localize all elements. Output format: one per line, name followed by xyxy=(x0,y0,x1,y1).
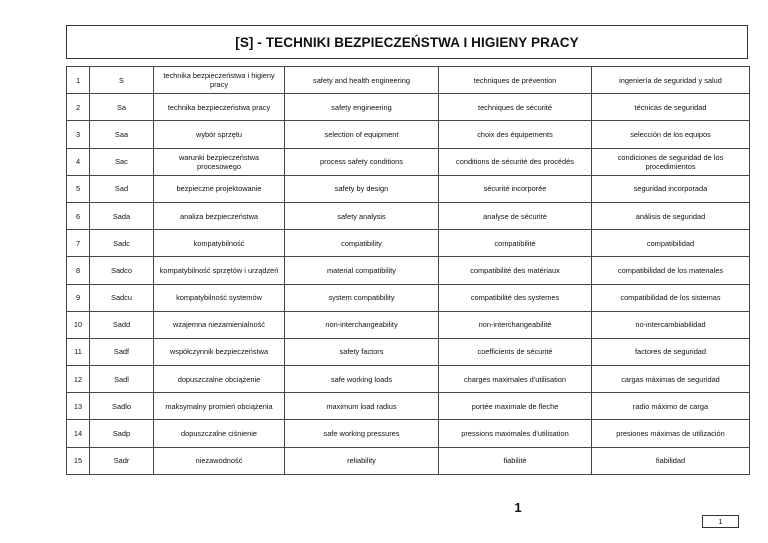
table-row xyxy=(67,257,750,284)
code-cell: Sadlo xyxy=(90,393,154,420)
french-term-cell: fiabilité xyxy=(439,447,592,474)
row-number-cell: 11 xyxy=(67,338,90,365)
french-term-cell: sécurité incorporée xyxy=(439,175,592,202)
row-number-cell: 6 xyxy=(67,202,90,229)
english-term-cell: reliability xyxy=(285,447,439,474)
spanish-term-cell: radio máximo de carga xyxy=(592,393,750,420)
spanish-term-cell: técnicas de seguridad xyxy=(592,94,750,121)
polish-term-cell: współczynnik bezpieczeństwa xyxy=(154,338,285,365)
row-number-cell: 15 xyxy=(67,447,90,474)
code-cell: Saa xyxy=(90,121,154,148)
english-term-cell: selection of equipment xyxy=(285,121,439,148)
code-cell: Sadp xyxy=(90,420,154,447)
page-number-box: 1 xyxy=(702,515,739,528)
english-term-cell: process safety conditions xyxy=(285,148,439,175)
spanish-term-cell: compatibilidad de los materiales xyxy=(592,257,750,284)
english-term-cell: safe working loads xyxy=(285,366,439,393)
table-row xyxy=(67,393,750,420)
english-term-cell: safety by design xyxy=(285,175,439,202)
french-term-cell: compatibilité des systemes xyxy=(439,284,592,311)
spanish-term-cell: presiones máximas de utilización xyxy=(592,420,750,447)
spanish-term-cell: selección de los equipos xyxy=(592,121,750,148)
polish-term-cell: wybór sprzętu xyxy=(154,121,285,148)
row-number-cell: 9 xyxy=(67,284,90,311)
polish-term-cell: dopuszczalne obciążenie xyxy=(154,366,285,393)
row-number-cell: 4 xyxy=(67,148,90,175)
row-number-cell: 2 xyxy=(67,94,90,121)
row-number-cell: 13 xyxy=(67,393,90,420)
code-cell: S xyxy=(90,67,154,94)
page-number: 1 xyxy=(514,500,522,515)
french-term-cell: charges maximales d'utilisation xyxy=(439,366,592,393)
table-row xyxy=(67,121,750,148)
polish-term-cell: kompatybilność sprzętów i urządzeń xyxy=(154,257,285,284)
spanish-term-cell: cargas máximas de seguridad xyxy=(592,366,750,393)
table-row xyxy=(67,67,750,94)
english-term-cell: safety analysis xyxy=(285,202,439,229)
code-cell: Sa xyxy=(90,94,154,121)
document-title: [S] - TECHNIKI BEZPIECZEŃSTWA I HIGIENY PRACY xyxy=(66,25,748,59)
table-row xyxy=(67,202,750,229)
english-term-cell: safe working pressures xyxy=(285,420,439,447)
table-row xyxy=(67,338,750,365)
french-term-cell: pressions maximales d'utilisation xyxy=(439,420,592,447)
table-row xyxy=(67,230,750,257)
polish-term-cell: kompatybilność xyxy=(154,230,285,257)
terminology-table-body xyxy=(67,67,750,475)
english-term-cell: non-interchangeability xyxy=(285,311,439,338)
polish-term-cell: technika bezpieczeństwa i higieny pracy xyxy=(154,67,285,94)
terminology-table xyxy=(66,66,750,475)
french-term-cell: coefficients de sécurité xyxy=(439,338,592,365)
row-number-cell: 7 xyxy=(67,230,90,257)
table-row xyxy=(67,94,750,121)
spanish-term-cell: ingeniería de seguridad y salud xyxy=(592,67,750,94)
row-number-cell: 8 xyxy=(67,257,90,284)
code-cell: Sad xyxy=(90,175,154,202)
code-cell: Sac xyxy=(90,148,154,175)
table-row xyxy=(67,447,750,474)
french-term-cell: choix des équipements xyxy=(439,121,592,148)
row-number-cell: 1 xyxy=(67,67,90,94)
table-row xyxy=(67,175,750,202)
table-row xyxy=(67,420,750,447)
spanish-term-cell: análisis de seguridad xyxy=(592,202,750,229)
spanish-term-cell: seguridad incorporada xyxy=(592,175,750,202)
english-term-cell: safety and health engineering xyxy=(285,67,439,94)
spanish-term-cell: fiabilidad xyxy=(592,447,750,474)
row-number-cell: 12 xyxy=(67,366,90,393)
french-term-cell: compatibilité des matériaux xyxy=(439,257,592,284)
code-cell: Sadc xyxy=(90,230,154,257)
code-cell: Sadf xyxy=(90,338,154,365)
table-row xyxy=(67,284,750,311)
polish-term-cell: warunki bezpieczeństwa procesowego xyxy=(154,148,285,175)
french-term-cell: techniques de prévention xyxy=(439,67,592,94)
table-row xyxy=(67,311,750,338)
english-term-cell: material compatibility xyxy=(285,257,439,284)
polish-term-cell: niezawodność xyxy=(154,447,285,474)
spanish-term-cell: compatibilidad de los sistemas xyxy=(592,284,750,311)
french-term-cell: non-interchangeabilité xyxy=(439,311,592,338)
table-row xyxy=(67,366,750,393)
spanish-term-cell: condiciones de seguridad de los procedimientos xyxy=(592,148,750,175)
row-number-cell: 5 xyxy=(67,175,90,202)
code-cell: Sadco xyxy=(90,257,154,284)
code-cell: Sadr xyxy=(90,447,154,474)
english-term-cell: system compatibility xyxy=(285,284,439,311)
row-number-cell: 10 xyxy=(67,311,90,338)
english-term-cell: safety factors xyxy=(285,338,439,365)
code-cell: Sadl xyxy=(90,366,154,393)
code-cell: Sada xyxy=(90,202,154,229)
french-term-cell: techniques de sécurité xyxy=(439,94,592,121)
french-term-cell: portée maximale de fleche xyxy=(439,393,592,420)
polish-term-cell: maksymalny promień obciążenia xyxy=(154,393,285,420)
french-term-cell: analyse de sécurité xyxy=(439,202,592,229)
code-cell: Sadd xyxy=(90,311,154,338)
french-term-cell: conditions de sécurité des procédés xyxy=(439,148,592,175)
table-row xyxy=(67,148,750,175)
polish-term-cell: dopuszczalne ciśnienie xyxy=(154,420,285,447)
spanish-term-cell: no-intercambiabilidad xyxy=(592,311,750,338)
polish-term-cell: technika bezpieczeństwa pracy xyxy=(154,94,285,121)
polish-term-cell: analiza bezpieczeństwa xyxy=(154,202,285,229)
code-cell: Sadcu xyxy=(90,284,154,311)
english-term-cell: safety engineering xyxy=(285,94,439,121)
spanish-term-cell: compatibilidad xyxy=(592,230,750,257)
french-term-cell: compatibilité xyxy=(439,230,592,257)
polish-term-cell: bezpieczne projektowanie xyxy=(154,175,285,202)
row-number-cell: 3 xyxy=(67,121,90,148)
polish-term-cell: wzajemna niezamienialność xyxy=(154,311,285,338)
spanish-term-cell: factores de seguridad xyxy=(592,338,750,365)
polish-term-cell: kompatybilność systemów xyxy=(154,284,285,311)
english-term-cell: maximum load radius xyxy=(285,393,439,420)
english-term-cell: compatibility xyxy=(285,230,439,257)
row-number-cell: 14 xyxy=(67,420,90,447)
